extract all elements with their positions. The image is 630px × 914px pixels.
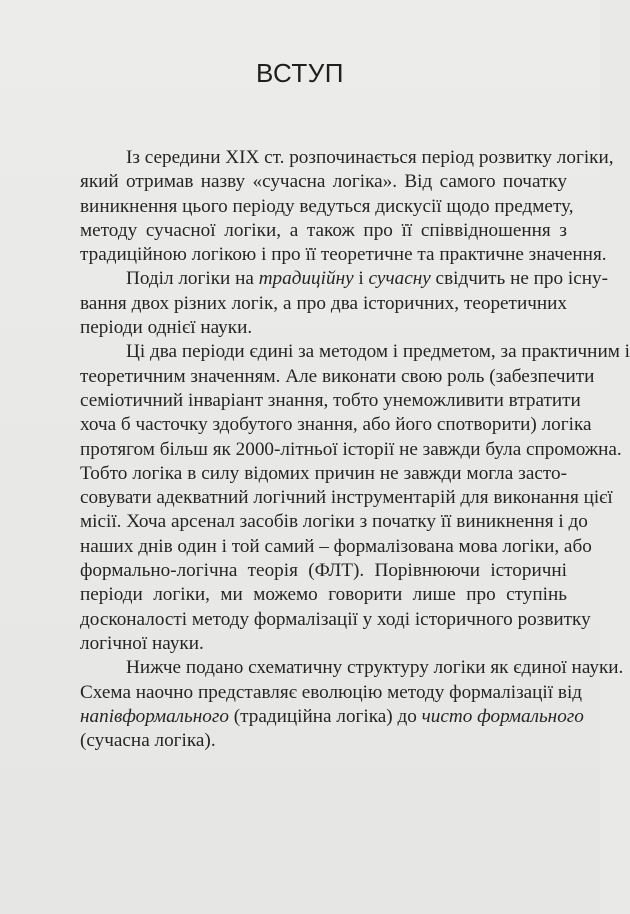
italic-term: чисто формального: [421, 705, 584, 727]
body-text: [80, 146, 630, 753]
text-line: наших днів один і той самий – формалізована мова логіки, або: [80, 535, 592, 557]
text-line: місії. Хоча арсенал засобів логіки з початку її виникнення і до: [80, 511, 588, 533]
text-line: традиційною логікою і про її теоретичне та практичне значення.: [80, 244, 607, 266]
text-line: який отримав назву «сучасна логіка». Від самого початку: [80, 171, 567, 193]
page-title: ВСТУП: [256, 58, 344, 88]
text-line: Нижче подано схематичну структуру логіки як єдиної науки.: [126, 657, 624, 679]
text-run: (традиційна логіка) до: [228, 705, 422, 727]
text-run: свідчить не про існу-: [430, 268, 609, 290]
text-line: виникнення цього періоду ведуться дискусії щодо предмету,: [80, 195, 574, 217]
text-line: Тобто логіка в силу відомих причин не завжди могла засто-: [80, 462, 567, 484]
text-line: періоди однієї науки.: [80, 317, 253, 339]
paragraph-4: [80, 656, 624, 753]
text-line: хоча б часточку здобутого знання, або його спотворити) логіка: [80, 414, 592, 436]
text-line: теоретичним значенням. Але виконати свою роль (забезпечити: [80, 365, 595, 387]
paragraph-3: [80, 340, 630, 656]
italic-term: сучасну: [368, 268, 431, 290]
text-line: логічної науки.: [80, 632, 204, 654]
text-line: періоди логіки, ми можемо говорити лише про ступінь: [80, 584, 567, 606]
text-line: Схема наочно представляє еволюцію методу формалізації від: [80, 681, 583, 703]
text-line: протягом більш як 2000-літньої історії не завжди була спроможна.: [80, 438, 622, 460]
text-line: совувати адекватний логічний інструментарій для виконання цієї: [80, 487, 613, 509]
text-run: і: [353, 268, 369, 290]
text-line: (сучасна логіка).: [80, 730, 216, 752]
text-line-with-emphasis: [80, 705, 584, 729]
text-line: формально-логічна теорія (ФЛТ). Порівнюючи історичні: [80, 560, 567, 582]
text-run: Поділ логіки на: [126, 268, 259, 290]
italic-term: напівформального: [80, 705, 229, 727]
text-line: Ці два періоди єдині за методом і предметом, за практичним і: [126, 341, 630, 363]
italic-term: традиційну: [258, 268, 354, 290]
paragraph-2: [80, 267, 609, 340]
text-line: вання двох різних логік, а про два історичних, теоретичних: [80, 292, 567, 314]
text-line: досконалості методу формалізації у ході історичного розвитку: [80, 608, 591, 630]
paragraph-1: [80, 146, 614, 267]
text-line: методу сучасної логіки, а також про її співвідношення з: [80, 219, 567, 241]
text-line: Із середини XIX ст. розпочинається період розвитку логіки,: [126, 147, 614, 168]
text-line-with-emphasis: [80, 267, 609, 291]
text-line: семіотичний інваріант знання, тобто унеможливити втратити: [80, 389, 581, 411]
